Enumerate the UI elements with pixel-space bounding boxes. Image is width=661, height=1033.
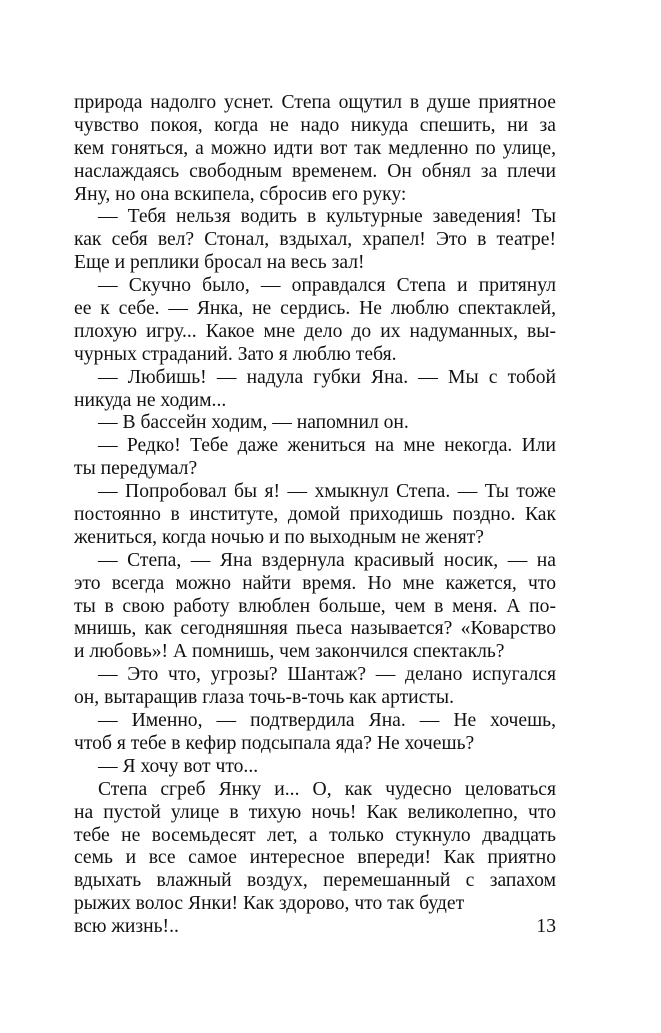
text-line: он, вытаращив глаза точь-в-точь как артисты. — [74, 687, 454, 709]
text-line: мнишь, как сегодняшняя пьеса называется? «Коварство — [74, 618, 556, 640]
text-line: Еще и реплики бросал на весь зал! — [74, 252, 365, 274]
text-line: Степа сгреб Янку и... О, как чудесно целоваться — [98, 778, 556, 800]
text-line: — Скучно было, — оправдался Степа и притянул — [98, 275, 556, 297]
text-line: — Редко! Тебе даже жениться на мне некогда. Или — [98, 435, 556, 457]
text-line: — Это что, угрозы? Шантаж? — делано испугался — [98, 664, 556, 686]
text-line: — Тебя нельзя водить в культурные заведения! Ты — [98, 206, 556, 228]
text-line: чувство покоя, когда не надо никуда спешить, ни за — [74, 114, 556, 136]
text-line: вдыхать влажный воздух, перемешанный с запахом — [74, 870, 556, 892]
text-line: никуда не ходим... — [74, 389, 227, 411]
text-line: — Я хочу вот что... — [98, 755, 259, 777]
text-line: Яну, но она вскипела, сбросив его руку: — [74, 183, 407, 205]
text-line: кем гоняться, а можно идти вот так медленно по улице, — [74, 137, 556, 159]
book-page — [74, 92, 556, 939]
text-line: — Степа, — Яна вздернула красивый носик, — на — [98, 549, 556, 571]
text-line: тебе не восемьдесят лет, а только стукнуло двадцать — [74, 824, 556, 846]
page-number: 13 — [536, 916, 556, 938]
text-line: жениться, когда ночью и по выходным не женят? — [74, 526, 484, 548]
text-line: — Именно, — подтвердила Яна. — Не хочешь, — [98, 710, 556, 732]
text-line: как себя вел? Стонал, вздыхал, храпел! Это в театре! — [74, 229, 556, 251]
text-line: — Попробовал бы я! — хмыкнул Степа. — Ты тоже — [98, 481, 556, 503]
text-line: всю жизнь!.. — [74, 916, 179, 938]
text-line: природа надолго уснет. Степа ощутил в душе приятное — [74, 92, 556, 113]
text-line: и любовь»! А помнишь, чем закончился спектакль? — [74, 641, 505, 663]
text-line: — В бассейн ходим, — напомнил он. — [98, 412, 409, 434]
text-line: плохую игру... Какое мне дело до их надуманных, вы- — [74, 320, 556, 342]
text-line: наслаждаясь свободным временем. Он обнял за плечи — [74, 160, 556, 182]
text-line: рыжих волос Янки! Как здорово, что так будет — [74, 893, 465, 915]
text-line: это всегда можно найти время. Но мне кажется, что — [74, 572, 556, 594]
text-line: постоянно в институте, домой приходишь поздно. Как — [74, 504, 556, 526]
final-row — [74, 916, 556, 939]
text-line: чурных страданий. Зато я люблю тебя. — [74, 343, 397, 365]
text-line: на пустой улице в тихую ночь! Как великолепно, что — [74, 801, 556, 823]
text-line: семь и все самое интересное впереди! Как приятно — [74, 847, 556, 869]
text-line: — Любишь! — надула губки Яна. — Мы с тобой — [98, 366, 556, 388]
text-line: ты в свою работу влюблен больше, чем в меня. А по- — [74, 595, 556, 617]
text-line: ее к себе. — Янка, не сердись. Не люблю спектаклей, — [74, 298, 556, 320]
text-line: чтоб я тебе в кефир подсыпала яда? Не хочешь? — [74, 732, 475, 754]
text-line: ты передумал? — [74, 458, 198, 480]
